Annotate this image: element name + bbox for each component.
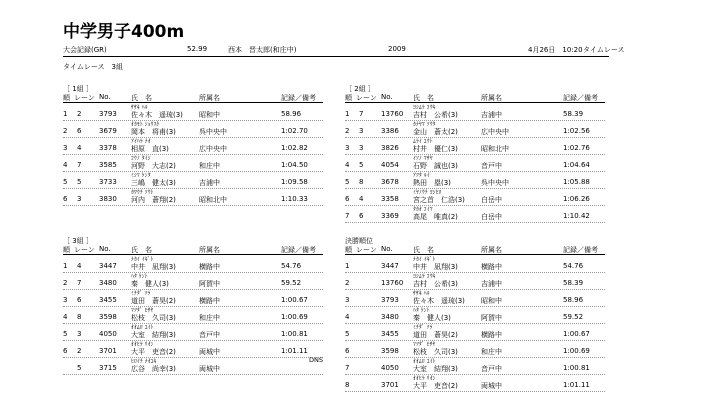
cell-lane: 3	[77, 195, 82, 203]
cell-team: 吉浦中	[199, 179, 220, 187]
header-lane: レーン	[356, 94, 377, 102]
table-row	[345, 120, 605, 138]
table-row	[63, 188, 323, 206]
header-name: 氏 名	[131, 94, 152, 102]
table-header	[345, 93, 605, 103]
cell-name: 大室 結翔(3)	[131, 331, 176, 339]
cell-lane: 3	[77, 330, 82, 338]
cell-rank: 3	[63, 144, 68, 152]
cell-rank: 2	[63, 127, 68, 135]
header-rank: 順	[345, 94, 352, 102]
cell-record: 59.52	[281, 279, 302, 287]
cell-lane: 4	[77, 262, 82, 270]
table-row	[345, 374, 605, 392]
cell-name: 松枝 久司(3)	[131, 314, 176, 322]
table-row	[345, 357, 605, 375]
status-note: DNS	[309, 356, 323, 364]
cell-rank: 8	[345, 381, 350, 389]
cell-team: 吉浦中	[481, 280, 502, 288]
cell-team: 阿賀中	[199, 280, 220, 288]
cell-lane: 2	[77, 347, 82, 355]
cell-no: 4050	[381, 364, 399, 372]
cell-rank: 1	[63, 262, 68, 270]
cell-team: 白岳中	[481, 213, 502, 221]
table-row	[345, 272, 605, 290]
header-rank: 順	[63, 94, 70, 102]
cell-record: 1:00.67	[563, 330, 590, 338]
heat-label: ［ 3組 ］	[63, 237, 93, 245]
cell-rank: 5	[345, 178, 350, 186]
table-header	[345, 245, 605, 255]
table-row	[345, 137, 605, 155]
header-rule	[63, 56, 609, 57]
cell-team: 横路中	[481, 331, 502, 339]
cell-lane: 2	[77, 110, 82, 118]
furigana: ｺｳﾉ ﾀｲｼ	[131, 156, 151, 162]
cell-team: 和庄中	[199, 314, 220, 322]
cell-name: 金山 蒼太(2)	[413, 128, 458, 136]
cell-rank: 6	[63, 347, 68, 355]
cell-rank: 3	[345, 144, 350, 152]
table-row	[345, 205, 605, 223]
event-datetime: 4月26日 10:20	[528, 46, 583, 54]
table-row	[345, 103, 605, 121]
furigana: ｵｵﾑﾛ ﾕｲﾄ	[131, 325, 154, 331]
record-label: 大会記録(GR)	[63, 46, 107, 54]
cell-team: 和庄中	[199, 162, 220, 170]
cell-record: 1:10.42	[563, 212, 590, 220]
cell-record: 1:02.76	[563, 144, 590, 152]
cell-lane: 5	[77, 364, 82, 372]
cell-rank: 7	[345, 212, 350, 220]
header-no: No.	[99, 93, 111, 101]
furigana: ﾐｼﾏ ｹﾝﾀ	[131, 173, 151, 179]
cell-record: 58.96	[281, 110, 302, 118]
header-no: No.	[99, 245, 111, 253]
cell-record: 1:01.11	[281, 347, 308, 355]
cell-no: 13760	[381, 279, 404, 287]
cell-team: 両城中	[199, 365, 220, 373]
cell-team: 両城中	[199, 348, 220, 356]
header-team: 所属名	[199, 246, 220, 254]
furigana: ｻｻｷ ﾊﾙ	[413, 291, 430, 297]
table-row	[63, 340, 323, 358]
cell-lane: 4	[77, 144, 82, 152]
cell-no: 3447	[99, 262, 117, 270]
cell-no: 13760	[381, 110, 404, 118]
cell-no: 3793	[99, 110, 117, 118]
furigana: ﾖｼﾑﾗ ｺｳｷ	[413, 105, 436, 111]
header-rank: 順	[63, 246, 70, 254]
cell-no: 3455	[381, 330, 399, 338]
cell-rank: 1	[63, 110, 68, 118]
cell-record: 1:04.50	[281, 161, 308, 169]
cell-record: 1:01.11	[563, 381, 590, 389]
cell-rank: 7	[345, 364, 350, 372]
table-row	[345, 255, 605, 273]
cell-record: 1:09.58	[281, 178, 308, 186]
cell-record: 1:00.81	[563, 364, 590, 372]
table-row	[63, 357, 323, 375]
cell-record: 1:00.69	[563, 347, 590, 355]
table-row	[345, 340, 605, 358]
furigana: ﾊﾀ ｹﾝﾄ	[413, 308, 430, 314]
cell-name: 大室 結翔(3)	[413, 365, 458, 373]
cell-lane: 5	[77, 178, 82, 186]
header-lane: レーン	[74, 246, 95, 254]
cell-name: 三嶋 健太(3)	[131, 179, 176, 187]
furigana: ｵｵﾋﾗ ﾘｵﾝ	[413, 376, 436, 382]
cell-no: 3793	[381, 296, 399, 304]
cell-name: 中井 凪翔(3)	[131, 263, 176, 271]
furigana: ﾅｶｲ ｲｷﾞﾄ	[131, 257, 154, 263]
header-rank: 順	[345, 246, 352, 254]
cell-rank: 4	[345, 161, 350, 169]
cell-team: 阿賀中	[481, 314, 502, 322]
table-row	[63, 255, 323, 273]
cell-name: 河野 大志(2)	[131, 162, 176, 170]
cell-rank: 6	[63, 195, 68, 203]
cell-team: 横路中	[199, 263, 220, 271]
cell-name: 秦 健人(3)	[131, 280, 169, 288]
table-row	[63, 103, 323, 121]
furigana: ｱｲﾊﾗ ﾅｵ	[131, 139, 151, 145]
furigana: ｵｶﾓﾄ ｼｮｳｽｹ	[131, 122, 160, 128]
furigana: ﾖｼﾑﾗ ｺｳｷ	[413, 274, 436, 280]
cell-record: 58.39	[563, 110, 584, 118]
furigana: ﾑﾗｲ ﾕｳﾄ	[413, 139, 433, 145]
header-no: No.	[381, 245, 393, 253]
header-team: 所属名	[481, 94, 502, 102]
furigana: ﾀｶｵ ｺｲﾏ	[413, 207, 433, 213]
cell-no: 3447	[381, 262, 399, 270]
cell-team: 昭和北中	[481, 145, 509, 153]
heat-label: ［ 1組 ］	[63, 85, 93, 93]
cell-rank: 4	[345, 313, 350, 321]
table-header	[63, 93, 323, 103]
cell-name: 村井 優仁(3)	[413, 145, 458, 153]
cell-no: 4050	[99, 330, 117, 338]
furigana: ｻｻｷ ﾊﾙ	[131, 105, 148, 111]
cell-record: 1:02.56	[563, 127, 590, 135]
furigana: ｶﾅﾔﾏ ｿｳﾀ	[413, 122, 436, 128]
table-row	[63, 137, 323, 155]
cell-team: 昭和中	[199, 111, 220, 119]
cell-team: 白岳中	[481, 196, 502, 204]
cell-no: 3455	[99, 296, 117, 304]
cell-lane: 8	[77, 313, 82, 321]
cell-no: 3830	[99, 195, 117, 203]
cell-no: 3678	[381, 178, 399, 186]
furigana: ﾐﾔﾉｳﾁ ﾖｼﾋﾛ	[413, 190, 442, 196]
cell-name: 松枝 久司(3)	[413, 348, 458, 356]
cell-no: 3701	[381, 381, 399, 389]
table-row	[63, 120, 323, 138]
table-row	[63, 306, 323, 324]
cell-rank: 3	[63, 296, 68, 304]
cell-name: 広谷 尚幸(3)	[131, 365, 176, 373]
furigana: ﾋﾛｲﾁ ﾅｵﾕｷ	[131, 359, 157, 365]
table-row	[345, 323, 605, 341]
cell-lane: 8	[359, 178, 364, 186]
header-name: 氏 名	[413, 94, 434, 102]
furigana: ｲｿﾉ ﾏｻﾔ	[413, 156, 433, 162]
cell-team: 両城中	[481, 382, 502, 390]
record-holder: 西本 晋太郎(和庄中)	[228, 46, 297, 54]
table-row	[345, 154, 605, 172]
table-row	[63, 272, 323, 290]
cell-team: 横路中	[199, 297, 220, 305]
cell-record: 1:05.88	[563, 178, 590, 186]
cell-team: 広中央中	[481, 128, 509, 136]
header-team: 所属名	[481, 246, 502, 254]
record-time: 52.99	[187, 45, 208, 53]
cell-no: 3358	[381, 195, 399, 203]
header-lane: レーン	[356, 246, 377, 254]
heat-label: ［ 2組 ］	[345, 85, 375, 93]
cell-team: 音戸中	[481, 162, 502, 170]
cell-rank: 6	[345, 195, 350, 203]
cell-no: 3585	[99, 161, 117, 169]
cell-no: 3715	[99, 364, 117, 372]
cell-rank: 5	[63, 330, 68, 338]
header-name: 氏 名	[131, 246, 152, 254]
header-lane: レーン	[74, 94, 95, 102]
cell-rank: 2	[345, 127, 350, 135]
cell-rank: 2	[63, 279, 68, 287]
cell-no: 3733	[99, 178, 117, 186]
cell-lane: 6	[77, 296, 82, 304]
cell-no: 4054	[381, 161, 399, 169]
cell-rank: 1	[345, 262, 350, 270]
cell-name: 石野 誠也(3)	[413, 162, 458, 170]
table-row	[345, 188, 605, 206]
cell-record: 1:00.81	[281, 330, 308, 338]
cell-rank: 2	[345, 279, 350, 287]
cell-team: 昭和北中	[199, 196, 227, 204]
cell-team: 横路中	[481, 263, 502, 271]
cell-record: 58.39	[563, 279, 584, 287]
cell-lane: 5	[359, 161, 364, 169]
furigana: ﾐﾁﾀﾞ ｿﾗ	[413, 325, 433, 331]
cell-name: 河内 蒼翔(2)	[131, 196, 176, 204]
cell-name: 吉村 公希(3)	[413, 111, 458, 119]
furigana: ﾐﾁﾀﾞ ｿﾗ	[131, 291, 151, 297]
cell-team: 吉浦中	[481, 111, 502, 119]
heat-label: 決勝順位	[345, 237, 373, 245]
cell-name: 相原 直(3)	[131, 145, 169, 153]
cell-name: 中井 凪翔(3)	[413, 263, 458, 271]
cell-no: 3386	[381, 127, 399, 135]
cell-name: 吉村 公希(3)	[413, 280, 458, 288]
table-row	[63, 154, 323, 172]
furigana: ﾊﾀ ｹﾝﾄ	[131, 274, 148, 280]
cell-no: 3679	[99, 127, 117, 135]
event-round: タイムレース	[583, 46, 625, 54]
cell-record: 1:02.70	[281, 127, 308, 135]
cell-team: 音戸中	[199, 331, 220, 339]
cell-record: 1:10.33	[281, 195, 308, 203]
record-year: 2009	[388, 45, 406, 53]
cell-name: 岡本 将甫(3)	[131, 128, 176, 136]
cell-no: 3701	[99, 347, 117, 355]
cell-no: 3480	[381, 313, 399, 321]
header-team: 所属名	[199, 94, 220, 102]
cell-lane: 3	[359, 127, 364, 135]
cell-rank: 5	[63, 178, 68, 186]
furigana: ﾏﾂﾀﾞ ﾋｻﾔ	[413, 342, 436, 348]
cell-no: 3598	[99, 313, 117, 321]
cell-no: 3826	[381, 144, 399, 152]
furigana: ﾏﾂﾀﾞ ﾋｻﾔ	[131, 308, 154, 314]
cell-team: 昭和中	[481, 297, 502, 305]
cell-name: 佐々木 遥琉(3)	[131, 111, 183, 119]
page-title: 中学男子400m	[63, 22, 185, 42]
table-header	[63, 245, 323, 255]
cell-no: 3480	[99, 279, 117, 287]
cell-name: 熱田 塁(3)	[413, 179, 451, 187]
header-record: 記録／備考	[281, 246, 316, 254]
cell-no: 3369	[381, 212, 399, 220]
table-row	[63, 323, 323, 341]
table-row	[345, 289, 605, 307]
furigana: ｵｵﾋﾗ ﾘｵﾝ	[131, 342, 154, 348]
cell-name: 大平 吏音(2)	[413, 382, 458, 390]
cell-record: 54.76	[281, 262, 302, 270]
page-subtitle: タイムレース 3組	[63, 63, 123, 71]
cell-rank: 4	[63, 313, 68, 321]
cell-name: 秦 健人(3)	[413, 314, 451, 322]
table-row	[345, 171, 605, 189]
cell-record: 59.52	[563, 313, 584, 321]
cell-lane: 6	[77, 127, 82, 135]
cell-record: 1:00.69	[281, 313, 308, 321]
cell-rank: 6	[345, 347, 350, 355]
table-row	[63, 289, 323, 307]
cell-rank: 1	[345, 110, 350, 118]
table-row	[345, 306, 605, 324]
cell-no: 3378	[99, 144, 117, 152]
cell-lane: 7	[77, 279, 82, 287]
furigana: ｶﾜｳﾁ ｿｳﾄ	[131, 190, 154, 196]
cell-lane: 4	[359, 195, 364, 203]
cell-name: 佐々木 遥琉(3)	[413, 297, 465, 305]
cell-team: 音戸中	[481, 365, 502, 373]
cell-record: 58.96	[563, 296, 584, 304]
furigana: ﾅｶｲ ｲｷﾞﾄ	[413, 257, 436, 263]
cell-team: 和庄中	[481, 348, 502, 356]
cell-record: 1:00.67	[281, 296, 308, 304]
cell-name: 大平 吏音(2)	[131, 348, 176, 356]
header-name: 氏 名	[413, 246, 434, 254]
cell-record: 1:02.82	[281, 144, 308, 152]
table-row	[63, 171, 323, 189]
cell-name: 道田 蒼昊(2)	[131, 297, 176, 305]
cell-record: 1:06.26	[563, 195, 590, 203]
cell-lane: 7	[77, 161, 82, 169]
cell-record: 54.76	[563, 262, 584, 270]
cell-team: 呉中央中	[481, 179, 509, 187]
cell-team: 呉中央中	[199, 128, 227, 136]
header-no: No.	[381, 93, 393, 101]
cell-team: 広中央中	[199, 145, 227, 153]
header-record: 記録／備考	[281, 94, 316, 102]
cell-rank: 3	[345, 296, 350, 304]
header-record: 記録／備考	[563, 246, 598, 254]
cell-lane: 3	[359, 144, 364, 152]
furigana: ｱﾂﾀ ﾙｲ	[413, 173, 430, 179]
cell-lane: 6	[359, 212, 364, 220]
cell-name: 高尾 唯真(2)	[413, 213, 458, 221]
cell-no: 3598	[381, 347, 399, 355]
header-record: 記録／備考	[563, 94, 598, 102]
cell-name: 道田 蒼昊(2)	[413, 331, 458, 339]
cell-rank: 5	[345, 330, 350, 338]
cell-record: 1:04.64	[563, 161, 590, 169]
cell-lane: 7	[359, 110, 364, 118]
cell-rank: 4	[63, 161, 68, 169]
furigana: ｵｵﾑﾛ ﾕｲﾄ	[413, 359, 436, 365]
cell-name: 宮之首 仁浩(3)	[413, 196, 465, 204]
